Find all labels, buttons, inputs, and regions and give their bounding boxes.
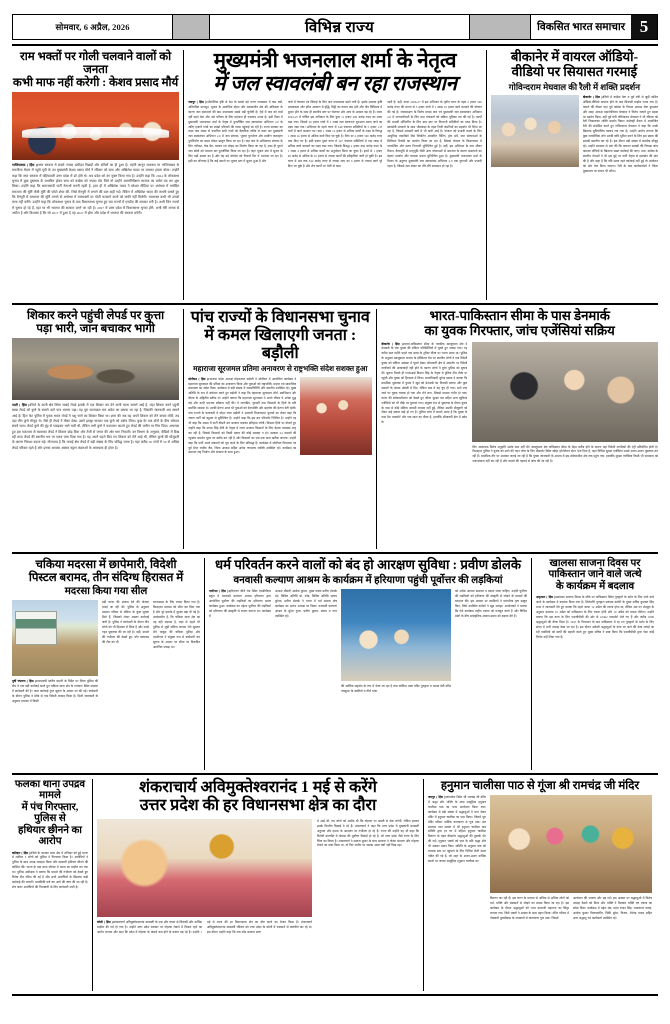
s1-main-col-1	[188, 100, 283, 290]
s3-mid-headline: धर्म परिवर्तन करने वालों को बंद हो आरक्षण सुविधा : प्रवीण डोलके	[215, 557, 521, 572]
section-3-mid-story	[209, 558, 527, 770]
s1-left-dateline: गाजियाबाद ( हिंस )।	[12, 162, 39, 167]
s1-right-dateline: बीकानेर ( हिंस )।	[582, 94, 604, 99]
s4-mid-col-1	[97, 920, 312, 984]
masthead-brand: विकसित भारत समाचार	[530, 15, 631, 39]
s3-mid-subhead: वनवासी कल्याण आश्रम के कार्यक्रम में हरियाणा पहुंची पूर्वोत्तर की लड़कियां	[233, 574, 503, 586]
s4-left-body-text: जिले के फलका थाना क्षेत्र में शनिवार को हुई घटना में शामिल 5 लोगों को पुलिस ने गिरफ्तार किया है। आरोपियों ने पुलिस के साथ अभद्र व्यवहार किया और सरकारी हथियार छीनने की कोशिश की। घटना के बाद थाना परिसर में तनाव का माहौल बन गया था। पुलिस अधीक्षक ने बताया कि मामले की गंभीरता को देखते हुए विशेष टीम गठित की गई है और सभी आरोपियों के खिलाफ कड़ी कार्रवाई की जाएगी। प्राथमिकी दर्ज कर आगे की जांच की जा रही है। शेष फरार आरोपियों की गिरफ्तारी के लिए छापेमारी जारी है।	[12, 850, 88, 889]
leopard-dog-photo	[12, 338, 179, 400]
s4-divider-2	[423, 779, 424, 991]
s1-divider-2	[486, 50, 487, 300]
s3-left-col1-text: एसएसपी स्तरीय प्रभारी के निर्देश पर जिला पुलिस की टीम ने एक बड़ी कार्रवाई करते हुए चकिया थाना क्षेत्र के गायघाट स्थित मदरसा में छापेमारी की है। जब्त कार्रवाई गुप्त सूचना के आधार पर की गई। छापेमारी के दौरान पुलिस ने मौके से एक विदेशी बरामद किया है। मिली जानकारी के अनुसार मदरसा में किसी	[12, 679, 98, 704]
s4-mid-photo-col	[97, 819, 312, 987]
devotees-group-photo	[490, 795, 652, 893]
s2-left-headline-line1: शिकार करने पहुंची लेपर्ड पर कुत्ता	[27, 309, 165, 322]
s3-mid-photo-col	[341, 589, 451, 764]
s4-right-col1-text: चांदपोल स्थित श्री रामचंद्र जी मंदिर में श्रद्धा और भक्ति के साथ सामूहिक हनुमान चालीसा पाठ का भव्य आयोजन किया गया। कार्यक्रम में बड़ी संख्या में श्रद्धालुओं ने भाग लेकर मंदिर में हनुमान चालीसा का पाठ किया। जिसमें पूरा मंदिर परिसर धार्मिक वातावरण से गूंज उठा। संत समागम तथा सत्संग में श्री हनुमान चालीसा पाठ समिति द्वारा हर घर में महिला हनुमान चालीसा वितरण के तहत बीकानेर श्रद्धालुओं की पुस्तकें भेंट की गईं। हनुमान भक्तों को पाठ के प्रति श्रद्धा और भी अवसर प्रदान किए। समिति के अनुसार पाठ को व्यापक स्तर पर पहुंचाने के लिए विभिन्न टोली मंडल गठित की गई हैं, जो शहर के अलग-अलग धार्मिक स्थलों पर जाकर सामूहिक हनुमान चालीसा का	[428, 794, 486, 863]
s3-left-headline-line2: पिस्टल बरामद, तीन संदिग्ध हिरासत में	[28, 570, 184, 584]
s2-divider-2	[376, 309, 377, 549]
s4-left-body	[12, 851, 88, 1023]
s3-left-col-2: बड़ी घटना की अंजाम देने की योजना बनाई जा रही थी। पुलिस के अनुसार मदरसा परिसर से संदिग्ध के कुछ सूचना मिले हैं, जिसको लेकर अग्रतर कार्रवाई जारी है। पुलिस ने छापेमारी के दौरान तीन लोगों को भी हिरासत में लिया है और उनसे गहन पूछताछ की जा रही है। वहीं, मामले की गंभीरता की देखते हुए, डॉग स्क्वायड की टीम को भी	[102, 600, 149, 644]
s3-divider-2	[531, 558, 532, 770]
masthead-spacer-right	[470, 15, 530, 39]
s3-mid-col-2: अध्यक्ष श्रीमती अशोक कुमार, मुख्य वक्ता प्रवीण डोलके रहे। विशिष्ट अतिथि प्रो. नरेंद्र, विशिष्ट अतिथि सत्यम कुरेला, प्रवीण डोलके ने भारत में धर्म समाज दोष कार्यक्रम का आरंभ अध्यक्ष पर किया। वनवासी कल्याण आश्रम के सुरेश गुप्ता, प्रवीण कुमार, संजय व नगर उपस्थित रहे।	[275, 589, 337, 618]
s3-mid-col-4: को अनेक आयाम डालकर व बदला जाना चाहिए। उन्होंने पूर्वोत्तर की लड़कियों को हरियाणा की संस्कृति से जोड़ने के प्रयासों की सराहना की। इस अवसर पर लड़कियों ने पारंपरिक नृत्य प्रस्तुत किए, जिसे उपस्थित दर्शकों ने खूब सराहा। आयोजकों ने बताया कि ऐसे कार्यक्रम राष्ट्रीय एकता को मजबूत करते हैं और विभिन्न प्रांतों के बीच सांस्कृतिक आदान-प्रदान को बढ़ावा देते हैं।	[455, 589, 527, 618]
section-3-right-story	[536, 558, 654, 770]
s2-mid-content	[188, 377, 372, 557]
rally-stage-photo	[12, 92, 179, 160]
s4-left-headline-line1: फलका थाना उपद्रव मामले	[14, 779, 86, 802]
s1-main-col1-text: भौगोलिक दृष्टि से देश के सबसे बड़े राज्य राजस्थान में कम वर्षा, अनियमित मानसून, भूजल के अत्यधिक दोहन और मरुस्थलीय क्षेत्र की अधिकता के कारण जल संसाधनों की कम उपलब्धता सबसे बड़ी चुनौती है। ऐसे में जल को व्यर्थ नहीं बहने देना और उसे भविष्य के लिए महेजना ही एकमात्र उपाय है। इसी दिशा में मुख्यमंत्री भजनलाल शर्मा के नेतृत्व में पुनर्जीवित जल स्वावलंबन अभियान 2.0 के जरिए हजारों गांवों का लाखों परिवारों की प्यास पहुंचाई जा रही है। राज्य सरकार का लक्ष्य जल संकट से प्रभावित सभी गांवों को वैज्ञानिक तरीके से कवर कर मुख्यमंत्री जल स्वावलंबन अभियान 2.0 में जल संचयन, भूजल पुनर्भरण और ग्रामीण जलग्रहण पुनर्निर्माण का समग्र मॉडल प्रस्तुत किया जा रहा है। यहां जल के अधिकतम संचयन के लिए एनीकट, चेक डैम, तालाब एवं जोहड़ का निर्माण किया जा रहा है, साथ ही पुराने जल स्रोतों को मरम्मत कर पुनर्जीवित किया जा रहा है। जहां भूजल स्तर में सुधार के लिए बड़ी क्षमता का है और यह बड़े बोरवेल को रिचार्ज पिट में भरवाया जा रहा है। इसी का परिणाम है कि कई स्थानों पर भूजल स्तर में सुधार हुआ है और	[188, 99, 283, 163]
s2-mid-body-text: भाजपा प्रदेश अध्यक्ष मोहनलाल बड़ौली ने सोनीपत में आयोजित कार्यक्रम में महाराजा सूरजमल की प्रतिमा का अनावरण किया और युवाओं को राष्ट्रभक्ति, माहज एवं सामाजिक समरसता का संदेश दिया। कार्यक्रम में बड़ी संख्या में जनप्रतिनिधि और स्थानीय उपस्थित रहे। मुख्य अतिथि के रूप में संबोधन करते हुए बड़ौली ने कहा कि महाराजा सूरजमल शौर्य, स्वाभिमान और वीरता के अद्वितीय प्रतीक थे। उन्होंने बताया कि महाराजा सूरजमल ने अपने जीवन में अनेक युद्ध लड़े और कभी पराजय स्वीकार नहीं की। वे न्यायप्रिय, दूरदर्शी तथा किसानों के हितों के प्रति समर्पित शासक थे। उनकी प्रेरणा आज भी युवाओं को देशभक्ति और सहयोग की प्रेरणा देती रहेगी। पांच राज्यों के चलाचली में मोहन लाल बड़ौली ने आगामी विधानसभा चुनावों का लेकर कहा कि जनता पार्टी को बहुमत से सुनिश्चित है। उन्होंने कहा कि इस बार परिवर्तन निश्चित है। उन्होंने यह भी कहा कि असम में पार्टी तीसरी बार सरकार बनाकर इतिहास रचेगी। किसान हितों पर बोलते हुए उन्होंने कहा कि नायब सिंह सैनी के नेतृत्व में राज्य सरकार किसानों के लिए बेहतर व्यवस्था लागू कर रही है, जिससे किसानों को किसी प्रकार की कोई समस्या न हो। सरकार 24 फसलों की न्यूनतम समर्थन मूल्य पर खरीद कर रही है और किसानों का एक-एक दाना खरीदा जाएगा। उन्होंने कहा कि पार्टी अपने संकल्पों को पूरा करने के लिए प्रतिबद्ध है। कार्यक्रम में सोनीपत विधायक एवं पूर्व मेयर राजीव जैन, जिला अध्यक्ष सहित अनेक गणमान्य व्यक्ति उपस्थित रहे। कार्यक्रम का समापन राष्ट्र निर्माण और संकल्प के साथ हुआ।	[188, 376, 297, 455]
s3-right-dateline: अमृतसर ( हिंस )।	[536, 595, 557, 600]
s2-left-body-text: जिले के बाली क्षेत्र स्थित जवाई लेपर्ड इलाके में एक शिकार कर देने वाली घटना सामने आई है, जहां शिकार करने पहुंची खास लेपर्ड को कुत्ते के सामने उल्टे पांव भागना पड़ा। यह पूरा घटनाक्रम चार अप्रैल का बताया जा रहा है, जिसकी जानकारी अब सामने आई है। हिल फेट पुलिस में युवक भारत लेपर्ड ने पशु चरने का शिकार किया था। शाम की जब वह अपने शिकार को लेने वापस लौटी, तब वहां तीन कुत्ते मौजूद थे। जैसे ही लेपर्ड ने मौका देखा, उसने झपट्टा मारकर एक कुत्ते को दबोच लिया। कुछ देर तक दोनों के बीच जोरदार संघर्ष चला। लेपर्ड कुत्ते की मुंह से पकड़कर भागे चली थी, लेकिन तभी कुत्ते ने फलटकर काटते हुए लेपर्ड की जमीन पर गिरा दिया। अचानक हुए इस पलटवार से घबराकर लेपर्ड ने शिकार छोड़ दिया और तेजी से जंगल की ओर भाग निकली। वन विभाग के अनुसार, वीडियो में दिख रही मादा लेपर्ड की स्थानीय भय पर एकत्र जमा दिख गया है। यह अपने पहले किए गए शिकार को लेने आई थी, लेकिन कुत्तों की मौजूदगी के कारण निराशा बदला गई। गौरतलब है कि जवाई क्षेत्र लेपर्ड में बड़ी संख्या के लिए प्रसिद्ध जाता है। यहां करीब 50 गांवों में 50 से अधिक लेपर्ड परिवार रहते हैं और इनका आवास अक्सर चट्टान कंदराओं के आसपास ही होता है।	[12, 402, 180, 450]
s1-main-dateline: जयपुर ( हिंस )।	[188, 99, 208, 104]
s2-left-dateline: पाली ( हिंस )।	[12, 402, 31, 407]
s1-left-body-text: सपा सरकार में सबसे ज्यादा उत्पीड़न पिछड़ों और दलितों का ही हुआ है। महंगी कानून व्यवस्था पर गाजियाबाद के रामलीला मैदान में पहुंचे यूपी के उप मुख्यमंत्री केशव प्रसाद मौर्य ने रविवार को सपा और अखिलेश यादव पर जमकर हमला बोला। उन्होंने कहा कि सपा सरकार में पहियावली उत्तर प्रदेश में डरे होते थे। अब प्रदेश को दंग मुक्त किया गया है। उन्होंने कहा कि 2024 के लोकसभा चुनाव में कुछ दुष्प्रचार के प्रभावित होकर सपा को कांग्रेस को ज्यादा वोट मिले तो उन्होंने आत्मनिरीक्षण भाजपा का प्रयोग बंद कर शुरू किया। उन्होंने कहा कि समाजवादी पार्टी नेताओं करनी रहती है, हाल ही में अखिलेश यादव ने सोशल मीडिया पर अयोध्या में मर्यादित रामलला की मूर्ति जैसी मूर्ति की फोटो शेयर की, जिसे मैनपुरी में लगाने की बात कही गई। लेकिन में अखिलेश यादव की कथनी बताते हुए कि मैनपुरी में रामलला की मूर्ति लगाने से अयोध्या में रामभक्तों पर गोली चलवाने वालों को माफी नहीं मिलेगी। रामभक्त कभी भी उनको माफ नहीं करेंगे। उन्होंने कहा कि लोकसभा चुनाव के बाद विधानसभा चुनाव हुए चार राज्यों में एनडीए की सरकार बनी है। अभी जिन राज्यों में चुनाव हो रहे हैं, वहां पर भी भाजपा की सरकार बनने जा रही है। 2027 में उत्तर प्रदेश में विधानसभा चुनाव होंगे, अभी मेरी जनता से अपील है और विश्वास है कि जो 2017 में हुआ है वह 2027 में होगा और प्रदेश में भाजपा की सरकार बनेगी।	[12, 162, 180, 216]
s3-mid-col-1	[209, 589, 271, 764]
s1-right-body-text: जिले में कांग्रेस नेता व पूर्व मंत्री से जुड़ी कथित ऑडियो-वीडियो वायरल होने के बाद सियासी माहौल गरमा गया है। मामले की तीखर यहां पूर्व कांग्रेस के विधान अध्यक्ष मेघा कुमावत और साहा अध्यक्ष महानोलिजत मेघवाल ने विरोध जताते हुए सड़क पर प्रदर्शन किया, वहीं पूर्व मंत्री गोविन्दराम मेघवाल ने भी रविवार को रैली निकालकर शक्ति प्रदर्शन किया। कलेक्ट्री मैदान में आयोजित रैली की संबोधित करते हुए गोविन्दराम मेघवाल ने कहा कि उनके खिलाफ सुनियोजित षड्यंत्र रचा गया है। उन्होंने आरोप लगाया कि कुछ राजनीतिक लोग उनकी छवि धूमिल करने के लिए इस प्रकार की सामग्री प्रसारित कर रहे हैं। इस दौरान बड़ी संख्या में समर्थक मौजूद रहे। उन्होंने प्रशासन से मांग की कि वायरल सामग्री की निष्पक्ष जांच कराकर दोषियों के खिलाफ सख्त कार्रवाई की जाए। उधर, कांग्रेस के स्थानीय नेताओं ने भी इस मुद्दे पर पार्टी नेतृत्व से हस्तक्षेप की मांग की है और कहा है कि यदि समय रहते कार्रवाई नहीं हुई तो आंदोलन को और तेज किया जाएगा। रैली के बाद कार्यकर्ताओं ने जिला मुख्यालय पर ज्ञापन भी सौंपा।	[582, 94, 659, 173]
s1-left-headline-line1: राम भक्तों पर गोली चलवाने वालों को जनता	[20, 50, 172, 76]
s3-left-content	[12, 600, 200, 775]
s3-left-photo-col	[12, 600, 98, 775]
section-2-mid-story	[188, 309, 372, 549]
s2-right-col-2: लिए आवश्यक विशेष अनुमति उसके पास नहीं थी। खाजूवाला क्षेत्र पाकिस्तान सीमा के बेहद करीब होने के कारण यहां विदेशी नागरिकों की एंट्री प्रतिबंधित होती है। फिलहाल पुलिस ने युवक को आगे की गहन जांच के लिए बीकानेर स्थित जॉइंट इंटेरोगेशन सेंटर भेज दिया है, जहां विभिन्न सुरक्षा एजेंसियां उससे अलग-अलग पूछताछ कर रही हैं। प्राथमिक तौर पर आशंका जताई जा रही है कि युवक जानकारी के अभाव में इस संवेदनशील क्षेत्र तक पहुंच गया, हालांकि सुरक्षा एजेंसियां किसी भी संभावना को नजरअंदाज नहीं कर रही हैं और मामले की गहराई से जांच की जा रही है।	[472, 444, 659, 464]
section-3-left-story	[12, 558, 200, 770]
masthead-page-number: 5	[631, 15, 657, 39]
s4-right-col-2: वितरण कर रही हैं। इस चरण के माध्यम से अधिक से अधिक लोगों को धर्म, भक्ति और संस्कारों से जोड़ने का प्रयास किया जा रहा है। इस कार्यक्रम के दौरान श्रद्धालुओं को भव्य बालाजी महाराज का सिंदूर लगाया गया, जिसे भक्तों ने आस्था के साथ ग्रहण किया। मंदिर परिसर में गोस्वामी तुलसीदास के जयकारों से वातावरण गूंज उठा। जिसमें	[490, 895, 569, 920]
section-1-left-story	[12, 50, 179, 300]
masthead	[12, 14, 658, 40]
s3-left-subhead: मदरसा किया गया सील	[64, 585, 148, 597]
crowd-rally-photo	[491, 95, 579, 167]
s1-left-headline-line2: कभी माफ नहीं करेगी : केशव प्रसाद मौर्य	[12, 75, 179, 89]
s3-left-col-1	[12, 679, 98, 771]
street-detention-photo	[472, 342, 658, 442]
s4-mid-col1-text: शंकराचार्य अविमुक्तेश्वरानंद सरस्वती के एक और बयान से सियासी और धार्मिक माहौल की गर्म हो गया है। उन्होंने उत्तर प्रदेश सरकार पर गोहत्या रोकने में विफल रहने का आरोप लगाया और कहा कि प्रदेश में गोहत्या के मामले कम होने के बजाय बढ़ रहे हैं। उन्होंने 1 मई से राज्य की हर विधानसभा क्षेत्र का दौरा करने का ऐलान किया है। शंकराचार्य अविमुक्तेश्वरानंद सरस्वती रविवार को उत्तर प्रदेश के बरेली में पत्रकारों से बातचीत कर रहे थे। इस दौरान उन्होंने कहा कि जब नरेंद्र सरकार सत्ता	[97, 919, 312, 934]
s4-left-dateline: कटिहार ( हिंस )।	[12, 850, 32, 855]
s4-mid-content	[97, 819, 419, 987]
s2-mid-headline-line1: पांच राज्यों के विधानसभा चुनाव	[190, 309, 370, 326]
s4-right-content	[428, 795, 652, 967]
s3-right-headline-line2: पाकिस्तान जाने वाले जत्थे	[548, 569, 642, 581]
s1-main-col-3: जारी है। वहीं, बजट 2026-27 में इस अभियान के तृतीय चरण के तहत 2 हजार 500 करोड़ रुपए की लागत से 5 हजार गांवों में 1 लाख 10 हजार कार्य करवाने की घोषणा की गई है। जलसंरक्षण के विशेष प्रयास जल एवं मुख्यमंत्री जल स्वावलंबन अभियान 2.0 में जनभागीदारी के लिए ग्राम पंचायतों को सक्रिय भूमिका तय की गई है। कार्यों की प्रभावी मॉनिटरिंग के लिए ग्राम स्तर पर निगरानी समितियों का गठन किया है। स्वयंसेवी संगठनों के साथ भीलवाड़ा के तहत निजी कंपनियों का सहयोग भी लिया जा रहा है, जिससे सरकारी खर्च में भी कमी आई है। योजना को प्रभावी बनाने के लिए आधुनिक तकनीकों जैसे जियोटैग आधारित पिंटिंग, ड्रोन सर्वे, जल संरचनाओं के डिजिटल रिकॉर्ड का उपयोग किया जा रहा है, जिससे योजना के क्रियान्वयन में पारदर्शिता और सतत निगरानी सुनिश्चित हुई है। वहीं, इस अभियान के जल जीवन मिशन, कैचभूमि से मातृभूमि जैसी अन्य योजनाओं से समन्वय के कारण संसाधनों का बेहतर उपयोग और व्यापक प्रभाव सुनिश्चित हुआ है। मुख्यमंत्री भजनलाल शर्मा के विजन के अनुरूप मुख्यमंत्री जल स्वावलंबन अभियान 2.0 एक दूरगामी और प्रभावी पहल है, जिससे जल संकट का धीरे-धीरे समाधान हो रहा है।	[387, 99, 482, 168]
s1-main-headline-line2: में जल स्वावलंबी बन रहा राजस्थान	[213, 72, 457, 95]
section-2-left-story	[12, 309, 179, 549]
s3-left-dateline: पूर्वी चंपारण ( हिंस )।	[12, 679, 37, 684]
s3-mid-content	[209, 589, 527, 764]
section-4-left-story	[12, 779, 88, 991]
s4-right-headline: हनुमान चालीसा पाठ से गूंजा श्री रामचंद्र जी मंदिर	[440, 779, 640, 792]
section-1-right-story	[491, 50, 658, 300]
s4-mid-col-2: में आई थी, तब लोगों को उम्मीद थी कि गोहत्या पर सख्ती से रोक लगेगी, लेकिन हालात इसके विपरीत दिखाई दे रहे हैं। शंकराचार्य ने कहा कि उत्तर प्रदेश में मुख्यमंत्री सरस्वती अनुपात और हमारा के आरक्षण पर गंभीरता हो रहे हैं। राज्य की उन्होंने यह भी कहा कि विरोधी बातचीत में गोमांस की पूर्वोत्तर पिछड़ों हो रहे हैं, जो उत्तर प्रदेश जैसे राज्य के लिए चिंता का विषय है। शंकराचार्य ने समाज सुधार के साथ सरकार ने गोवंश संरक्षण और गोहत्या रोकने का वादा किया था, तो फिर जमीन पर उसका असर क्यों नहीं दिख रहा।	[317, 818, 419, 848]
section-3	[12, 558, 658, 770]
s4-mid-dateline: बरेली ( हिंस )।	[97, 919, 114, 924]
section-4-right-story	[428, 779, 652, 991]
s4-mid-headline-line1: शंकराचार्य अविमुक्तेश्वरानंद 1 मई से करेंगे	[139, 779, 377, 796]
section-4	[12, 779, 658, 991]
s4-right-col-3: आयोजन की भव्यता और बढ़ गई। इस अवसर पर श्रद्धालुओं में विशेष उत्साह देखने को मिला और भक्ति ने मिलकर भक्ति एवं एकता का संदेश दिया। कार्यक्रम में महेश मंच, महंत राजन सिंह, राधाकरण यादव, अशोक कुमार विजयवर्गीय, पिंकी सुरेश, विजय, शैलेन्द्र यादव सहित अन्य श्रद्धालु एवं कार्यकर्ता उपस्थित रहे।	[573, 895, 652, 920]
section-2-right-story	[381, 309, 658, 549]
s4-right-col-1	[428, 795, 486, 967]
s1-right-headline-line1: बीकानेर में वायरल ऑडियो-	[510, 49, 638, 64]
s2-right-content	[381, 342, 658, 537]
s4-right-dateline: जयपुर ( हिंस )।	[428, 794, 447, 799]
s2-mid-body	[188, 377, 296, 557]
s4-right-lower-cols	[490, 896, 652, 964]
s2-mid-subhead: महाराजा सूरजमल प्रतिमा अनावरण से राष्ट्रभक्ति संदेश सशक्त हुआ	[193, 363, 368, 373]
madrasa-building-photo	[12, 600, 98, 676]
s2-mid-headline-line2: में कमल खिलाएगी जनता : बड़ौली	[204, 326, 357, 362]
section-4-mid-story	[97, 779, 419, 991]
s3-mid-dateline: पानीपत ( हिंस )।	[209, 589, 230, 594]
s1-main-col-2: गांवों में पेयजल एवं सिंचाई के लिए जल उपलब्धता बढ़ने लगी है। इसके अलावा कृषि उत्पादकता और हरित आवरण में वृद्धि, मिट्टी का कटाव कम होने और जैव विविधता में सुधार होने के साथ ही स्थानीय स्तर पर रोजगार और आय के अवसर बढ़ रहे हैं। बजट 2024-25 में घोषित इस अभियान के लिए कुल 11 हजार 200 करोड़ रुपए का बजट रखा गया। जिसमें 20 हजार गांवों में 5 लाख जल संरचनाएं शुरुआत बनाए जाने का लक्ष्य रखा गया। अभियान के पहले चरण में 349 पंचायत समितियों के 5 हजार 135 गांवों में कार्य करवाए गए। वहां 1 लाख 12 हजार से अधिक कार्यों के लक्ष्य के विरुद्ध 1 लाख 16 हजार से अधिक कार्य किए जा चुके हैं। जिन पर 2 हजार 500 करोड़ रुपए व्यय किए गए हैं। इसी प्रकार दूसरे चरण में 327 पंचायत समितियों में एक लाख से अधिक कार्य करवाने का लक्ष्य रखा गया। जिसके विरुद्ध 2 हजार 880 करोड़ रुपए के 1 लाख 4 हजार से अधिक कार्यों का अनुमोदन किया जा चुका है। इनमें से 1 हजार 48 करोड़ से अधिक के 45 हजार से ज्यादा कार्यों की स्वीकृतियां जारी हो चुकी हैं। इस चरण में अब तक 342 करोड़ रुपए से ज्यादा व्यय का 6 हजार से ज्यादा कार्य पूरे किए जा चुके हैं और शेष कार्यों पर तेजी से काम	[287, 99, 383, 168]
s3-mid-col-3: की आर्थिक सहयोग के रूप में भेजा जा रहा है तथा सोनिया माता मंदिर गुरुद्वारा व मनसा देवी मंदिर पंचकूला के खातियों व तीर्थ यात्रा	[341, 684, 451, 694]
masthead-date: सोमवार, 6 अप्रैल, 2026	[13, 15, 173, 39]
s1-right-subhead: गोविन्दराम मेघवाल की रैली में शक्ति प्रदर्शन	[508, 81, 641, 92]
hall-event-photo	[341, 589, 451, 681]
s1-right-headline-line2: वीडियो पर सियासत गरमाई	[511, 63, 638, 79]
s3-divider-1	[204, 558, 205, 770]
s3-mid-col1-text: हरियाणा जीरो रोड स्थित एसडीवीएम स्कूल में वनवासी कल्याण आश्रम हरियाणा द्वारा आयोजित पूर्वोत्तर की लड़कियों का हरियाणा भ्रमण कार्यक्रम हुआ। कार्यक्रम का उद्देश्य पूर्वोत्तर की लड़कियों को हरियाणा की संस्कृति से रूबरू कराना था। कार्यक्रम में	[209, 589, 271, 618]
s2-left-body	[12, 403, 179, 553]
s2-right-photo-col	[472, 342, 658, 537]
s1-divider-1	[183, 50, 184, 300]
s3-left-headline-line1: चकिया मदरसा में छापेमारी, विदेशी	[35, 558, 177, 571]
s4-divider-1	[92, 779, 93, 991]
s4-left-headline-line3: हथियार छीनने का आरोप	[18, 824, 82, 848]
s1-right-content	[491, 95, 658, 285]
s3-right-headline-line1: खालसा साजना दिवस पर	[549, 558, 641, 569]
masthead-section-title: विभिन्न राज्य	[209, 15, 470, 39]
s3-right-body	[536, 595, 654, 767]
section-2	[12, 309, 658, 549]
statue-unveiling-photo	[300, 377, 372, 455]
s2-mid-photo-wrap	[300, 377, 372, 557]
s3-left-col-3: घटनास्थल के लिए रवाना किया गया है। फिलहाल मदरसा को सील कर दिया गया है और पूरे इलाके में सुरक्षा बढ़ा दी गई है। उल्लेखनीय है, कि चकिया थाना क्षेत्र का यह वही मदरसा है, जहां से पहले भी पुलिस से जुड़ी संदिग्ध सामान लेने सुन्नतन लेने याकूब की चकिया पुलिस और एसटीएफ ने संयुक्त रूप से छापेमारी कर सूचना के आधार पर सीमा पर विवादित आरोपित पकड़ा था।	[153, 600, 200, 649]
s1-right-body	[583, 95, 658, 285]
s4-mid-headline-line2: उत्तर प्रदेश की हर विधानसभा क्षेत्र का दौरा	[139, 796, 377, 814]
page-bottom-rule	[12, 994, 658, 996]
s3-right-body-text: खालसा साजना दिवस के मौके पर पाकिस्तान स्थित गुरुद्वारों के दर्शन के लिए जाने वाले जत्थे के कार्यक्रम में बदलाव किया गया है। शिरोमणि गुरुद्वारा प्रबंधक कमेटी के मुख्य सचिव कुलवंत सिंह मनन ने जानकारी देते हुए बताया कि पहले जत्था 12 अप्रैल की रवाना होना था, लेकिन अब नए शेड्यूल के अनुसार बदलाव 10 अप्रैल को पाकिस्तान के लिए रवाना होगी और 19 अप्रैल को वापस लौटेगा। उन्होंने बताया कि इस यात्रा के लिए एसजीपीसी की ओर से 10462 पासपोर्ट भेजे गए हैं और करीब 1800 श्रद्धालुओं की वीजा मिला है। 1947 के विभाजन के बाद पाकिस्तान में रह गए गुरुद्वारों के दर्शन के लिए संगत में भारी उत्साह देखा जा रहा है। इस दौरान अकेली श्रद्धालुओं के यात्रा पर जाने की मेजा लगाई जा रही पाबंदियों को खर्चों की बहाली करते हुए मुख्य सचिव ने स्पष्ट किया कि एसजीपीसी द्वारा ऐसा कोई निर्णय नहीं लिया गया है।	[536, 595, 654, 639]
masthead-rule	[12, 44, 658, 46]
s4-left-headline-line2: में पंच गिरफ्तार, पुलिस से	[21, 801, 79, 825]
masthead-spacer-left	[173, 15, 209, 39]
s1-main-body-columns	[188, 100, 482, 290]
s2-left-headline-line2: पड़ा भारी, जान बचाकर भागी	[36, 321, 155, 335]
s1-left-body	[12, 163, 179, 318]
s2-right-headline-line2: का युवक गिरफ्तार, जांच एजेंसियां सक्रिय	[424, 322, 615, 338]
shankaracharya-puja-photo	[97, 819, 312, 917]
s2-right-col1-text: भारत-पाकिस्तान सीमा के नजदीक खाजूवाला क्षेत्र में डेनमार्क के एक युवक की संदिग्ध परिस्थितियों में घूमते हुए पकड़ा गया। यह करीब सात महीने पहले एक खास के टूरिस्ट वीजा पर भारत आया था। पुलिस के अनुसार खाजूवाला बाजार के हॉस्पिटल रोड पर स्थानीय लोगों ने एक विदेशी युवक को संदिग्ध अवस्था में घूमते देखा। सीमावर्ती क्षेत्र में आमतौर पर विदेशी नागरिकों की आवाजाही नहीं होने के कारण लोगों ने तुरंत पुलिस को सूचना दी। सूचना मिलते ही एएसआई किशन सिंह के नेतृत्व में पुलिस टीम मौके पर पहुंची और युवक को हिरासत में लिया। थानाधिकारी सुरेन्द्र प्रसाद ने बताया कि प्राथमिक पूछताछ में युवक ने खुद को डेनमार्क का निवासी बताया और कुछ सवालों के जवाब अंग्रेजी में दिए, लेकिन बाद में वह चुप ही गया। थाने लाए जाने पर युवक चारुक हो गया और रोने लगा, जिससे मामला गंभीर हो गया। घटना की संवेदनशीलता को देखते हुए जीला सुरक्षा बल सहित अन्य खुफिया एजेंसियों को भी मौके पर बुलाया गया। संयुक्त रूप से पूछताछ के दौरान युवक के पास से कोई संदिग्ध सामग्री बरामद नहीं हुई, लेकिन उसकी मौजूदगी को लेकर कई सवाल खड़े हो गए हैं। पुलिस जांच में सामने आया है कि युवक के पास वैध पासपोर्ट और एक साल का वीजा है, हालांकि सीमावर्ती क्षेत्र में प्रवेश के	[381, 341, 468, 425]
s2-right-dateline: बीकानेर ( हिंस )।	[381, 341, 404, 346]
s3-right-headline-line3: के कार्यक्रम में बदलाव	[555, 580, 635, 592]
s2-divider-1	[183, 309, 184, 549]
section-1-main-story	[188, 50, 482, 300]
s2-right-col-1	[381, 342, 467, 537]
s2-mid-dateline: सोनीपत ( हिंस )।	[188, 376, 210, 381]
s4-right-photo-col	[490, 795, 652, 967]
s1-main-headline-line1: मुख्यमंत्री भजनलाल शर्मा के नेतृत्व	[213, 50, 457, 72]
s2-right-headline-line1: भारत-पाकिस्तान सीमा के पास डेनमार्क	[429, 308, 610, 323]
section-1	[12, 50, 658, 300]
